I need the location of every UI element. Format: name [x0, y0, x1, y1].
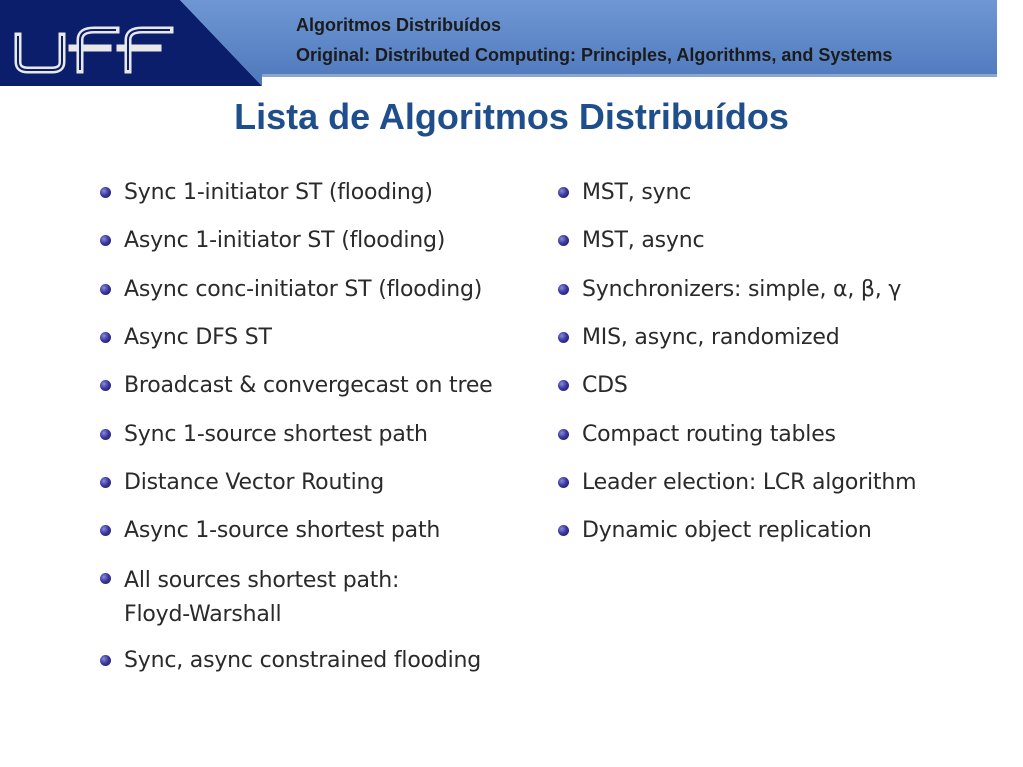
bullet-icon [558, 380, 569, 391]
list-item-text: MIS, async, randomized [582, 325, 840, 350]
list-item-text: All sources shortest path: [124, 568, 400, 593]
bullet-icon [100, 332, 111, 343]
list-item-text: Async DFS ST [124, 325, 272, 350]
list-item [124, 178, 433, 208]
bullet-icon [100, 187, 111, 198]
list-item [124, 420, 428, 450]
bullet-icon [558, 477, 569, 488]
bullet-icon [100, 429, 111, 440]
list-item [124, 226, 445, 256]
list-item [582, 516, 872, 546]
list-item [582, 323, 840, 353]
list-item-text: Floyd-Warshall [124, 602, 282, 627]
list-item-text: CDS [582, 373, 628, 398]
bullet-icon [100, 477, 111, 488]
list-item [582, 178, 691, 208]
bullet-icon [558, 429, 569, 440]
bullet-icon [100, 573, 111, 584]
list-item-text: Compact routing tables [582, 422, 836, 447]
bullet-icon [558, 525, 569, 536]
bullet-icon [100, 525, 111, 536]
list-item [582, 275, 901, 305]
header-source-title: Original: Distributed Computing: Principles, Algorithms, and Systems [296, 45, 893, 65]
list-item [124, 323, 272, 353]
list-item [582, 226, 704, 256]
page-title: Lista de Algoritmos Distribuídos [234, 96, 789, 137]
list-item-text: Broadcast & convergecast on tree [124, 373, 493, 398]
slide-header [0, 0, 1000, 86]
bullet-icon [100, 235, 111, 246]
list-item [582, 468, 916, 498]
list-item-text: MST, async [582, 228, 705, 253]
header-course-title: Algoritmos Distribuídos [296, 15, 502, 35]
list-item [124, 646, 481, 676]
list-item [124, 275, 482, 305]
list-item [124, 468, 384, 498]
list-item-text: Distance Vector Routing [124, 470, 385, 495]
bullet-icon [100, 380, 111, 391]
list-item-text: Leader election: LCR algorithm [582, 470, 917, 495]
uff-logo [8, 6, 190, 80]
list-item-text: Async 1-source shortest path [124, 518, 441, 543]
list-item [124, 564, 399, 632]
list-item-text: Async conc-initiator ST (flooding) [124, 277, 483, 302]
bullet-icon [558, 187, 569, 198]
list-item-text: Dynamic object replication [582, 518, 872, 543]
list-item-text: Sync 1-initiator ST (flooding) [124, 180, 433, 205]
list-item-text: Async 1-initiator ST (flooding) [124, 228, 446, 253]
list-item [124, 371, 493, 401]
list-item [582, 420, 836, 450]
bullet-icon [558, 284, 569, 295]
list-item-text: MST, sync [582, 180, 692, 205]
list-item [124, 516, 440, 546]
list-item-text: Sync, async constrained flooding [124, 648, 482, 673]
list-item-text: Sync 1-source shortest path [124, 422, 428, 447]
bullet-icon [100, 284, 111, 295]
bullet-icon [558, 332, 569, 343]
list-item [582, 371, 628, 401]
bullet-icon [100, 655, 111, 666]
list-item-text: Synchronizers: simple, α, β, γ [582, 277, 902, 302]
bullet-icon [558, 235, 569, 246]
